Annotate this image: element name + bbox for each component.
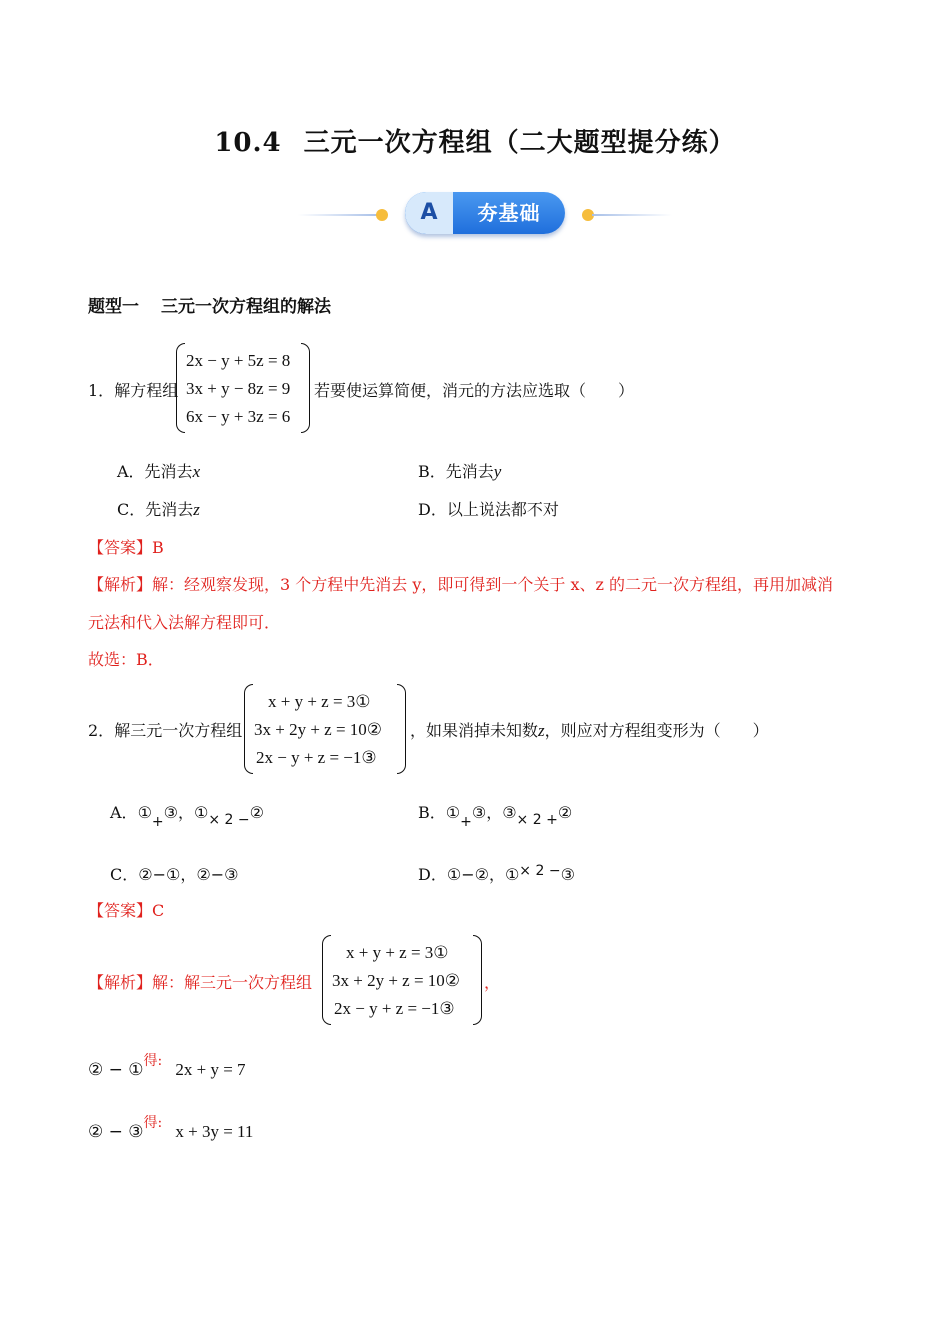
q2-option-d-part-1: ①−②，① bbox=[446, 865, 520, 884]
q1-stem-left bbox=[88, 378, 178, 401]
lesson-number: 10.4 bbox=[214, 128, 282, 158]
q1-analysis-line-1: 【解析】解：经观察发现，3 个方程中先消去 y，即可得到一个关于 x、z 的二元一次方程组，再用加减消 bbox=[88, 575, 834, 594]
q2-analysis-equation-3: 2x − y + z = −1③ bbox=[334, 999, 455, 1018]
q2-analysis-equation-1: x + y + z = 3① bbox=[346, 943, 449, 962]
q2-option-a-part-2: ③，① bbox=[163, 803, 209, 822]
q2-stem-right bbox=[410, 718, 769, 741]
q1-equation-2: 3x + y − 8z = 9 bbox=[186, 379, 291, 398]
q2-step-2 bbox=[88, 1115, 254, 1142]
section-label: 题型一 bbox=[88, 297, 139, 317]
page-title bbox=[0, 122, 950, 159]
q1-option-b bbox=[418, 459, 501, 482]
banner-letter: A bbox=[405, 192, 453, 234]
q1-option-c bbox=[117, 497, 200, 520]
q2-option-b-part-1: ① bbox=[445, 803, 461, 822]
banner-pill bbox=[405, 192, 565, 234]
q2-option-a-label: A． bbox=[110, 803, 138, 822]
q2-suffix-var: z bbox=[538, 721, 545, 740]
q2-step-2-equation: x + 3y = 11 bbox=[175, 1122, 254, 1141]
q2-option-b bbox=[418, 800, 573, 830]
q1-equation-3: 6x − y + 3z = 6 bbox=[186, 407, 291, 426]
q2-option-a bbox=[110, 800, 264, 830]
banner-line-left bbox=[298, 214, 378, 216]
section-heading bbox=[88, 292, 331, 317]
q1-option-c-var: z bbox=[193, 500, 200, 519]
q2-step-2-get: 得: bbox=[143, 1115, 163, 1131]
q2-analysis-prefix: 【解析】解：解三元一次方程组 bbox=[88, 973, 313, 992]
q2-option-a-op-2: × 2 − bbox=[208, 812, 250, 828]
q2-analysis-brace-right bbox=[473, 935, 482, 1025]
q2-number: 2． bbox=[88, 721, 115, 740]
q2-option-b-part-2: ③，③ bbox=[471, 803, 517, 822]
q2-step-1-get: 得: bbox=[143, 1053, 163, 1069]
q1-answer: 【答案】B bbox=[88, 538, 164, 557]
q2-option-b-op-2: × 2 + bbox=[516, 812, 558, 828]
q2-analysis-suffix: ， bbox=[484, 973, 501, 992]
q2-step-1 bbox=[88, 1053, 246, 1080]
q2-option-d-op: × 2 − bbox=[519, 863, 561, 879]
q2-analysis-brace-left bbox=[322, 935, 331, 1025]
q2-option-b-label: B． bbox=[418, 803, 446, 822]
q2-equation-2: 3x + 2y + z = 10② bbox=[254, 720, 383, 739]
q2-answer: 【答案】C bbox=[88, 901, 165, 920]
q2-equation-1: x + y + z = 3① bbox=[268, 692, 371, 711]
q2-option-b-op-1: + bbox=[460, 814, 472, 830]
q2-option-b-part-3: ② bbox=[557, 803, 573, 822]
q2-suffix-1: ，如果消掉未知数 bbox=[410, 721, 539, 740]
q1-brace-right bbox=[301, 343, 310, 433]
q2-option-a-part-3: ② bbox=[249, 803, 264, 822]
q2-brace-right bbox=[397, 684, 406, 774]
q1-option-d: D．以上说法都不对 bbox=[418, 500, 559, 519]
q2-equation-system bbox=[244, 684, 406, 774]
q2-option-c-label: C． bbox=[110, 865, 139, 884]
q2-stem-left bbox=[88, 718, 242, 741]
q1-number: 1． bbox=[88, 381, 115, 400]
q1-equation-1: 2x − y + 5z = 8 bbox=[186, 351, 291, 370]
q1-option-c-text: C．先消去 bbox=[117, 500, 194, 519]
q2-step-1-equation: 2x + y = 7 bbox=[175, 1060, 246, 1079]
q2-step-1-ops: ② − ① bbox=[88, 1060, 144, 1080]
q2-option-d-part-2: ③ bbox=[560, 865, 575, 884]
level-banner bbox=[298, 190, 672, 238]
q2-option-c-text: ②−①，②−③ bbox=[138, 865, 239, 884]
q2-option-a-op-1: + bbox=[151, 814, 164, 830]
q1-option-a bbox=[117, 459, 200, 482]
q2-analysis-equation-2: 3x + 2y + z = 10② bbox=[332, 971, 461, 990]
q1-option-b-text: B．先消去 bbox=[418, 462, 494, 481]
q1-analysis-line-2: 元法和代入法解方程即可． bbox=[88, 613, 281, 632]
q1-equation-system bbox=[176, 343, 310, 433]
q2-option-d-label: D． bbox=[418, 865, 447, 884]
q2-option-c bbox=[110, 862, 238, 885]
banner-label: 夯基础 bbox=[477, 201, 541, 225]
q2-prefix: 解三元一次方程组 bbox=[114, 721, 243, 740]
q1-option-a-text: A．先消去 bbox=[117, 462, 193, 481]
q1-brace-left bbox=[176, 343, 185, 433]
lesson-title: 三元一次方程组（二大题型提分练） bbox=[303, 128, 736, 158]
q2-suffix-2: ，则应对方程组变形为（ ） bbox=[544, 721, 769, 740]
q2-brace-left bbox=[244, 684, 253, 774]
section-name: 三元一次方程组的解法 bbox=[161, 297, 331, 317]
q2-analysis-equation-system bbox=[322, 935, 482, 1025]
banner-line-right bbox=[592, 214, 672, 216]
q1-analysis-line-3: 故选：B． bbox=[88, 650, 164, 669]
q2-option-d bbox=[418, 862, 575, 885]
q1-stem-right: 若要使运算简便，消元的方法应选取（ ） bbox=[314, 381, 635, 400]
q1-option-b-var: y bbox=[493, 462, 502, 481]
q2-step-2-ops: ② − ③ bbox=[88, 1122, 144, 1142]
q2-option-a-part-1: ① bbox=[137, 803, 152, 822]
banner-dot-left bbox=[376, 209, 388, 221]
q1-option-a-var: x bbox=[192, 462, 201, 481]
q1-prefix: 解方程组 bbox=[114, 381, 179, 400]
q2-equation-3: 2x − y + z = −1③ bbox=[256, 748, 377, 767]
